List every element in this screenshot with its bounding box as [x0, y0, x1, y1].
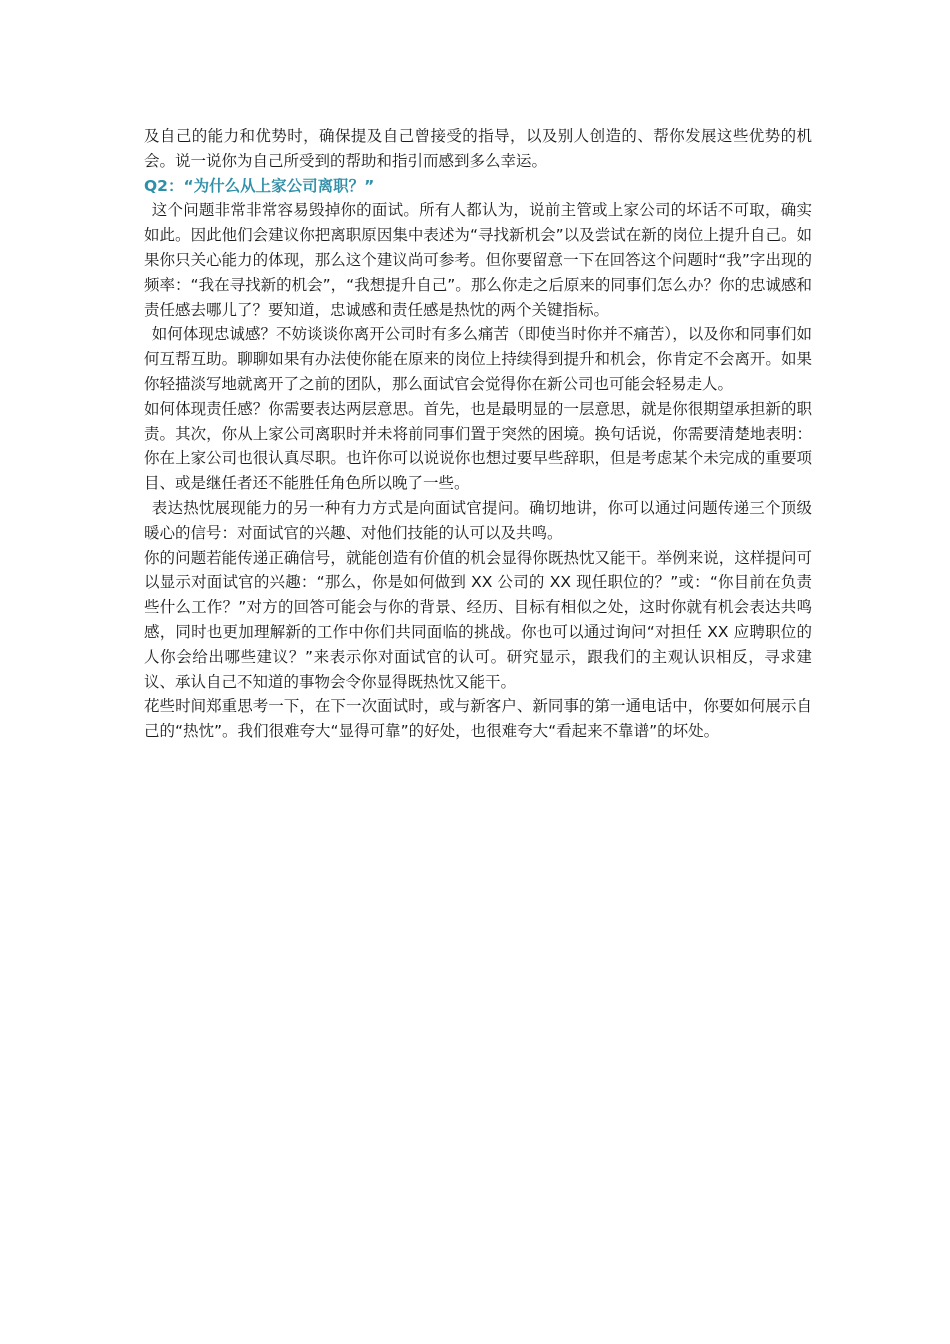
body-paragraph: 你的问题若能传递正确信号，就能创造有价值的机会显得你既热忱又能干。举例来说，这样提问可以显示对面试官的兴趣：“那么，你是如何做到 XX 公司的 XX 现任职位的？”或：“你目前在负责些什么工作？”对方的回答可能会与你的背景、经历、目标有相似之处，这时你就有机会表达共鸣感，同时也更加理解新的工作中你们共同面临的挑战。你也可以通过询问“对担任 XX 应聘职位的人你会给出哪些建议？”来表示你对面试官的认可。研究显示，跟我们的主观认识相反，寻求建议、承认自己不知道的事物会令你显得既热忱又能干。 [144, 548, 812, 691]
body-paragraph: 表达热忱展现能力的另一种有力方式是向面试官提问。确切地讲，你可以通过问题传递三个顶级暖心的信号：对面试官的兴趣、对他们技能的认可以及共鸣。 [144, 498, 812, 542]
intro-paragraph: 及自己的能力和优势时，确保提及自己曾接受的指导，以及别人创造的、帮你发展这些优势的机会。说一说你为自己所受到的帮助和指引而感到多么幸运。 [144, 127, 812, 170]
document-body [144, 124, 812, 744]
section-heading: Q2：“为什么从上家公司离职？” [144, 176, 375, 195]
body-paragraph: 花些时间郑重思考一下，在下一次面试时，或与新客户、新同事的第一通电话中，你要如何展示自己的“热忱”。我们很难夸大“显得可靠”的好处，也很难夸大“看起来不靠谱”的坏处。 [144, 697, 812, 741]
body-paragraph: 这个问题非常非常容易毁掉你的面试。所有人都认为，说前主管或上家公司的坏话不可取，确实如此。因此他们会建议你把离职原因集中表述为“寻找新机会”以及尝试在新的岗位上提升自己。如果你只关心能力的体现，那么这个建议尚可参考。但你要留意一下在回答这个问题时“我”字出现的频率：“我在寻找新的机会”，“我想提升自己”。那么你走之后原来的同事们怎么办？你的忠诚感和责任感去哪儿了？要知道，忠诚感和责任感是热忱的两个关键指标。 [144, 201, 812, 319]
body-paragraph: 如何体现责任感？你需要表达两层意思。首先，也是最明显的一层意思，就是你很期望承担新的职责。其次，你从上家公司离职时并未将前同事们置于突然的困境。换句话说，你需要清楚地表明：你在上家公司也很认真尽职。也许你可以说说你也想过要早些辞职，但是考虑某个未完成的重要项目、或是继任者还不能胜任角色所以晚了一些。 [144, 399, 812, 493]
body-paragraph: 如何体现忠诚感？不妨谈谈你离开公司时有多么痛苦（即使当时你并不痛苦），以及你和同事们如何互帮互助。聊聊如果有办法使你能在原来的岗位上持续得到提升和机会，你肯定不会离开。如果你轻描淡写地就离开了之前的团队，那么面试官会觉得你在新公司也可能会轻易走人。 [144, 325, 812, 393]
